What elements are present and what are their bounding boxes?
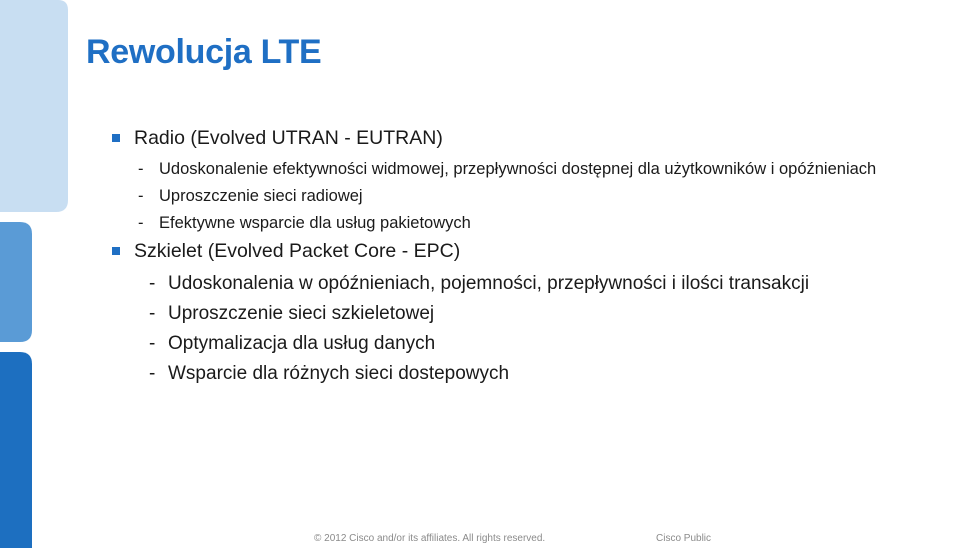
deco-shape-middle: [0, 222, 32, 342]
square-bullet-icon: [112, 134, 120, 142]
dash-bullet: -: [149, 333, 156, 354]
list-item: - Uproszczenie sieci radiowej: [138, 187, 363, 205]
section-radio-heading: Radio (Evolved UTRAN - EUTRAN): [112, 124, 957, 153]
deco-shape-top: [0, 0, 68, 212]
dash-bullet: -: [138, 214, 144, 232]
deco-shape-bottom: [0, 352, 32, 548]
slide-content: [112, 124, 957, 386]
section-core-heading: Szkielet (Evolved Packet Core - EPC): [112, 237, 957, 266]
square-bullet-icon: [112, 247, 120, 255]
footer-classification: Cisco Public: [656, 533, 712, 544]
decorative-side-shapes: [0, 0, 80, 548]
list-item: - Udoskonalenie efektywności widmowej, przepływności dostępnej dla użytkowników i opóźnieniach: [138, 160, 877, 178]
list-item: - Efektywne wsparcie dla usług pakietowych: [138, 214, 471, 232]
dash-bullet: -: [138, 160, 144, 178]
list-item: - Uproszczenie sieci szkieletowej: [149, 303, 435, 324]
slide-title: Rewolucja LTE: [86, 33, 322, 71]
dash-bullet: -: [149, 273, 156, 294]
list-item: - Udoskonalenia w opóźnieniach, pojemności, przepływności i ilości transakcji: [149, 273, 810, 294]
footer-copyright: © 2012 Cisco and/or its affiliates. All rights reserved.: [314, 533, 546, 544]
dash-bullet: -: [149, 363, 156, 384]
dash-bullet: -: [138, 187, 144, 205]
list-item: - Wsparcie dla różnych sieci dostepowych: [149, 363, 510, 384]
dash-bullet: -: [149, 303, 156, 324]
list-item: - Optymalizacja dla usług danych: [149, 333, 436, 354]
